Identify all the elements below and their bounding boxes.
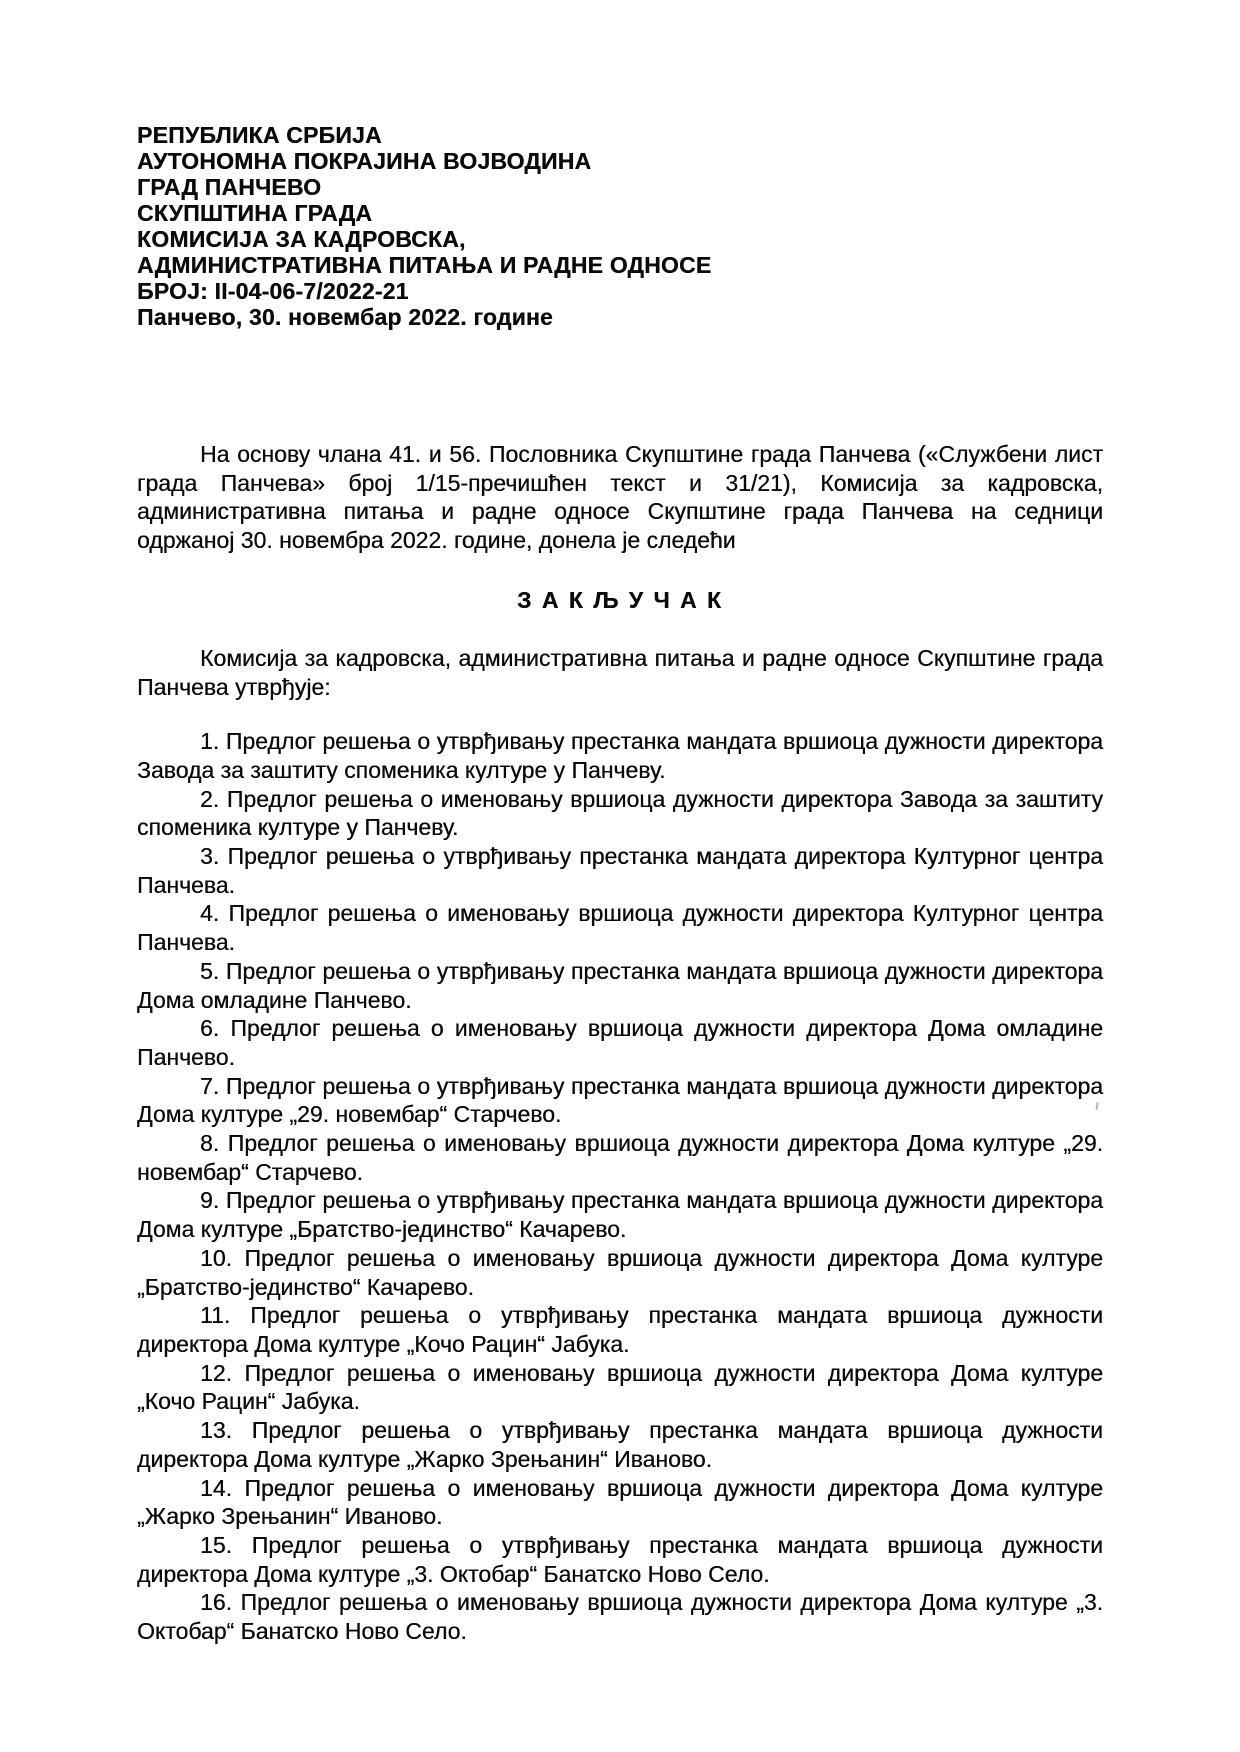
agenda-item-2: 2. Предлог решења о именовању вршиоца дужности директора Завода за заштиту споменика културе у Панчеву. (137, 785, 1103, 841)
agenda-item-8: 8. Предлог решења о именовању вршиоца дужности директора Дома културе „29. новембар“ Старчево. (137, 1130, 1103, 1185)
agenda-item-12: 12. Предлог решења о именовању вршиоца дужности директора Дома културе „Кочо Рацин“ Јабука. (137, 1359, 1103, 1415)
agenda-item-11: 11. Предлог решења о утврђивању престанка мандата вршиоца дужности директора Дома културе „Кочо Рацин“ Јабука. (137, 1302, 1103, 1357)
agenda-item-15: 15. Предлог решења о утврђивању престанка мандата вршиоца дужности директора Дома културе „3. Октобар“ Банатско Ново Село. (137, 1531, 1103, 1587)
agenda-item-14: 14. Предлог решења о именовању вршиоца дужности директора Дома културе „Жарко Зрењанин“ Иваново. (137, 1474, 1103, 1530)
letterhead-line-number: БРОЈ: II-04-06-7/2022-21 (137, 278, 409, 304)
conclusion-heading: З А К Љ У Ч А К (516, 586, 724, 613)
letterhead-line-commission-1: КОМИСИЈА ЗА КАДРОВСКА, (137, 226, 466, 252)
agenda-item-10: 10. Предлог решења о именовању вршиоца дужности директора Дома културе „Братство-јединство“ Качарево. (137, 1244, 1103, 1300)
agenda-item-6: 6. Предлог решења о именовању вршиоца дужности директора Дома омладине Панчево. (137, 1015, 1103, 1070)
agenda-item-9: 9. Предлог решења о утврђивању престанка мандата вршиоца дужности директора Дома културе „Братство-јединство“ Качарево. (137, 1187, 1103, 1243)
agenda-item-4: 4. Предлог решења о именовању вршиоца дужности директора Културног центра Панчева. (137, 900, 1103, 956)
intro-paragraph: На основу члана 41. и 56. Пословника Скупштине града Панчева («Службени лист града Панчева» број 1/15-пречишћен текст и 31/21), Комисија за кадровска, административна питања и радне односе Скупштине града Панчева на седници одржаној 30. новембра 2022. године, донела је следећи (137, 441, 1103, 554)
agenda-item-13: 13. Предлог решења о утврђивању престанка мандата вршиоца дужности директора Дома културе „Жарко Зрењанин“ Иваново. (137, 1417, 1103, 1472)
agenda-item-16: 16. Предлог решења о именовању вршиоца дужности директора Дома културе „3. Октобар“ Банатско Ново Село. (137, 1589, 1103, 1645)
letterhead-line-city: ГРАД ПАНЧЕВО (137, 174, 322, 200)
agenda-item-1: 1. Предлог решења о утврђивању престанка мандата вршиоца дужности директора Завода за заштиту споменика културе у Панчеву. (137, 728, 1103, 783)
letterhead-line-republic: РЕПУБЛИКА СРБИЈА (137, 122, 382, 148)
agenda-item-3: 3. Предлог решења о утврђивању престанка мандата директора Културног центра Панчева. (137, 843, 1103, 898)
agenda-item-5: 5. Предлог решења о утврђивању престанка мандата вршиоца дужности директора Дома омладине Панчево. (137, 957, 1103, 1013)
agenda-item-7: 7. Предлог решења о утврђивању престанка мандата вршиоца дужности директора Дома културе „29. новембар“ Старчево. (137, 1072, 1103, 1128)
letterhead-line-province: АУТОНОМНА ПОКРАЈИНА ВОЈВОДИНА (137, 148, 592, 174)
preamble-paragraph: Комисија за кадровска, административна питања и радне односе Скупштине града Панчева утврђује: (137, 644, 1103, 700)
letterhead-line-date: Панчево, 30. новембар 2022. године (137, 304, 553, 330)
letterhead-line-commission-2: АДМИНИСТРАТИВНА ПИТАЊА И РАДНЕ ОДНОСЕ (137, 252, 712, 278)
letterhead-line-assembly: СКУПШТИНА ГРАДА (137, 200, 373, 226)
letterhead (137, 122, 1103, 330)
agenda-item-list (137, 727, 1103, 1646)
